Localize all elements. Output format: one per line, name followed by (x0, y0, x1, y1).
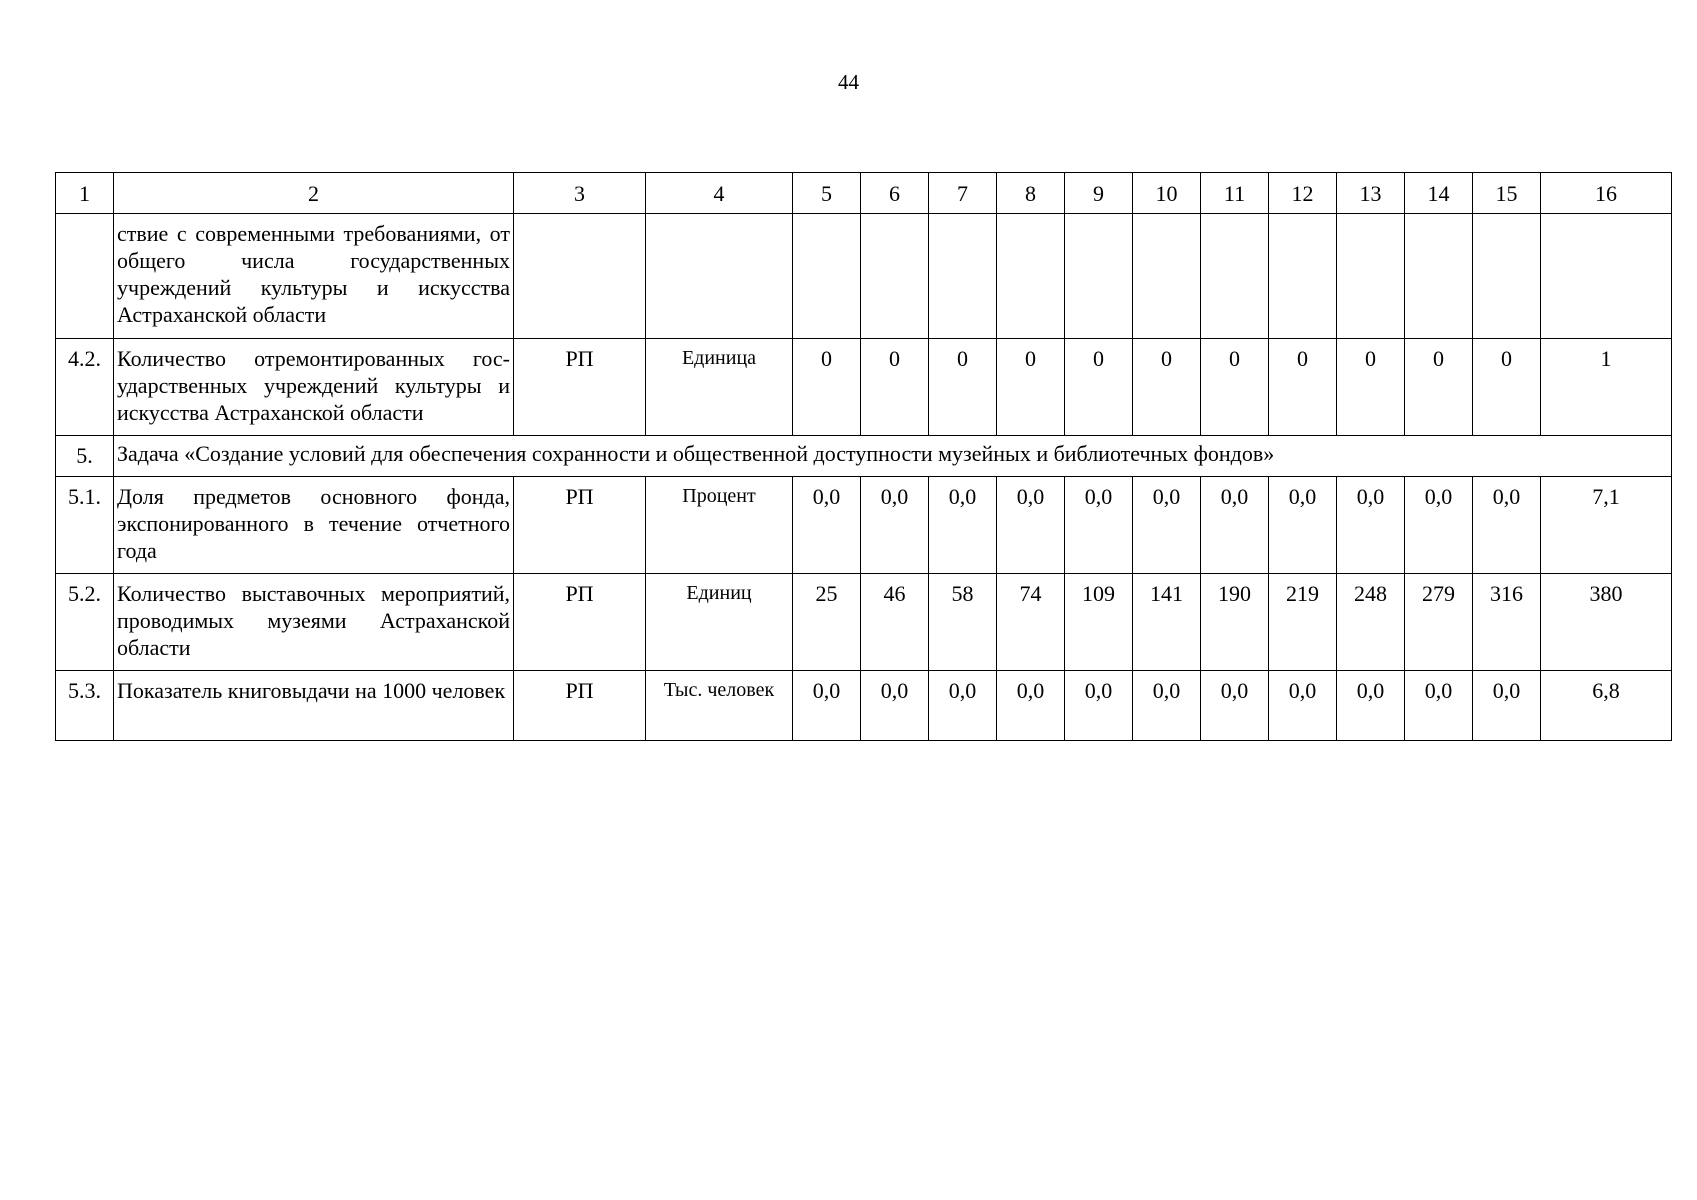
value-cell: 0,0 (1473, 671, 1541, 741)
value-cell (1405, 214, 1473, 339)
value-cell: 0 (1473, 339, 1541, 436)
column-header: 14 (1405, 173, 1473, 214)
task-title-cell: Задача «Создание условий для обеспечения сохранности и общественной доступности музейных и библиотечных фондов» (114, 436, 1672, 477)
column-header: 2 (114, 173, 514, 214)
value-cell: 0,0 (1133, 477, 1201, 574)
unit-cell: Единиц (646, 574, 793, 671)
table-row-5-3 (56, 671, 1672, 741)
row-number-cell: 5.1. (56, 477, 114, 574)
column-header: 10 (1133, 173, 1201, 214)
value-cell: 0,0 (1405, 477, 1473, 574)
indicator-name-cell: Доля предметов основного фонда, экспонированного в течение отчетного года (114, 477, 514, 574)
indicator-name-cell: Показатель книговыдачи на 1000 человек (114, 671, 514, 741)
value-cell: 0,0 (1133, 671, 1201, 741)
table-row-4-2 (56, 339, 1672, 436)
value-cell: 190 (1201, 574, 1269, 671)
value-cell (1541, 214, 1672, 339)
column-header: 1 (56, 173, 114, 214)
unit-cell: Единица (646, 339, 793, 436)
value-cell: 0,0 (929, 477, 997, 574)
page-number: 44 (838, 70, 859, 94)
value-cell: 0,0 (1065, 671, 1133, 741)
value-cell: 0,0 (1269, 671, 1337, 741)
column-number-header-row (56, 173, 1672, 214)
value-cell (793, 214, 861, 339)
value-cell: 0 (861, 339, 929, 436)
column-header: 3 (514, 173, 646, 214)
value-cell: 0,0 (1337, 671, 1405, 741)
value-cell: 0 (793, 339, 861, 436)
row-number-cell: 5.3. (56, 671, 114, 741)
column-header: 13 (1337, 173, 1405, 214)
value-cell: 0,0 (1201, 477, 1269, 574)
indicators-table (55, 172, 1672, 741)
source-cell: РП (514, 339, 646, 436)
value-cell: 0,0 (861, 671, 929, 741)
value-cell: 0 (1201, 339, 1269, 436)
column-header: 8 (997, 173, 1065, 214)
value-cell: 0,0 (1405, 671, 1473, 741)
value-cell: 0 (1269, 339, 1337, 436)
value-cell: 0,0 (997, 477, 1065, 574)
value-cell: 0,0 (1065, 477, 1133, 574)
value-cell: 6,8 (1541, 671, 1672, 741)
value-cell: 0,0 (997, 671, 1065, 741)
column-header: 12 (1269, 173, 1337, 214)
value-cell: 0,0 (793, 477, 861, 574)
value-cell (1337, 214, 1405, 339)
value-cell: 58 (929, 574, 997, 671)
value-cell (1269, 214, 1337, 339)
value-cell: 0,0 (929, 671, 997, 741)
value-cell: 0,0 (1473, 477, 1541, 574)
value-cell: 0,0 (1337, 477, 1405, 574)
source-cell (514, 214, 646, 339)
value-cell: 0,0 (861, 477, 929, 574)
value-cell: 109 (1065, 574, 1133, 671)
column-header: 16 (1541, 173, 1672, 214)
value-cell (1065, 214, 1133, 339)
value-cell: 0 (929, 339, 997, 436)
column-header: 15 (1473, 173, 1541, 214)
value-cell (861, 214, 929, 339)
row-number-cell (56, 214, 114, 339)
row-number-cell: 5. (56, 436, 114, 477)
value-cell: 46 (861, 574, 929, 671)
continuation-row (56, 214, 1672, 339)
value-cell: 0 (1065, 339, 1133, 436)
value-cell (1201, 214, 1269, 339)
value-cell: 141 (1133, 574, 1201, 671)
source-cell: РП (514, 671, 646, 741)
row-number-cell: 5.2. (56, 574, 114, 671)
column-header: 5 (793, 173, 861, 214)
value-cell: 7,1 (1541, 477, 1672, 574)
value-cell (1133, 214, 1201, 339)
row-number-cell: 4.2. (56, 339, 114, 436)
value-cell: 25 (793, 574, 861, 671)
column-header: 11 (1201, 173, 1269, 214)
table-row-5-2 (56, 574, 1672, 671)
value-cell: 279 (1405, 574, 1473, 671)
value-cell: 248 (1337, 574, 1405, 671)
indicator-name-cell: Количество отремонтированных государственных учреждений культуры и искусства Астраханской области (114, 339, 514, 436)
value-cell: 219 (1269, 574, 1337, 671)
value-cell: 0 (1405, 339, 1473, 436)
value-cell: 0 (1133, 339, 1201, 436)
source-cell: РП (514, 477, 646, 574)
value-cell: 1 (1541, 339, 1672, 436)
column-header: 6 (861, 173, 929, 214)
source-cell: РП (514, 574, 646, 671)
unit-cell: Процент (646, 477, 793, 574)
task-row-5 (56, 436, 1672, 477)
unit-cell: Тыс. человек (646, 671, 793, 741)
unit-cell (646, 214, 793, 339)
value-cell: 0,0 (793, 671, 861, 741)
value-cell (1473, 214, 1541, 339)
value-cell: 0,0 (1269, 477, 1337, 574)
value-cell: 0,0 (1201, 671, 1269, 741)
value-cell: 0 (997, 339, 1065, 436)
column-header: 7 (929, 173, 997, 214)
value-cell: 316 (1473, 574, 1541, 671)
column-header: 4 (646, 173, 793, 214)
value-cell: 0 (1337, 339, 1405, 436)
column-header: 9 (1065, 173, 1133, 214)
value-cell: 380 (1541, 574, 1672, 671)
value-cell: 74 (997, 574, 1065, 671)
value-cell (929, 214, 997, 339)
indicator-name-cell: ствие с современными требованиями, от общего числа государственных учреждений культуры и искусства Астраханской области (114, 214, 514, 339)
value-cell (997, 214, 1065, 339)
indicator-name-cell: Количество выставочных мероприятий, проводимых музеями Астраханской области (114, 574, 514, 671)
table-row-5-1 (56, 477, 1672, 574)
